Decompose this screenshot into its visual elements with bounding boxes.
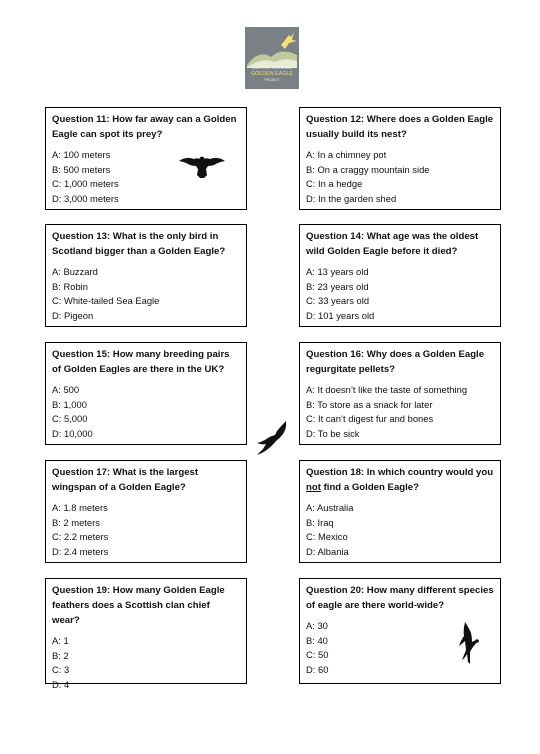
answer-d: D: Albania [306, 546, 349, 558]
answer-list [306, 148, 494, 207]
answer-d: D: 101 years old [306, 310, 375, 322]
answer-c: C: 50 [306, 649, 329, 661]
question-card-18 [299, 460, 501, 563]
question-text-end: find a Golden Eagle? [320, 482, 420, 493]
answer-c: C: In a hedge [306, 178, 363, 190]
question-card-14 [299, 224, 501, 327]
question-card-16 [299, 342, 501, 445]
question-text: Question 11: How far away can a Golden Eagle can spot its prey? [52, 114, 237, 140]
answer-list [306, 383, 494, 442]
question-card-19 [45, 578, 247, 691]
question-text: Question 16: Why does a Golden Eagle regurgitate pellets? [306, 349, 485, 375]
answer-a: A: 1 [52, 635, 69, 646]
answer-b: B: To store as a snack for later [306, 398, 433, 410]
question-text [306, 465, 494, 495]
question-text-start: Question 18: In which country would you [306, 467, 494, 478]
golden-eagle-project-logo [245, 27, 299, 89]
question-text: Question 19: How many Golden Eagle feathers does a Scottish clan chief wear? [52, 585, 225, 626]
answer-a: A: It doesn’t like the taste of something [306, 384, 468, 395]
eagle-silhouette-icon [253, 419, 291, 457]
logo-line-1: SOUTH OF SCOTLAND [251, 66, 293, 70]
eagle-silhouette-icon [178, 153, 226, 179]
answer-c: C: 5,000 [52, 413, 88, 425]
answer-b: B: 1,000 [52, 398, 87, 410]
question-card-17 [45, 460, 247, 563]
logo-line-2: GOLDEN EAGLE [250, 71, 294, 77]
answer-b: B: 40 [306, 634, 328, 646]
question-text: Question 13: What is the only bird in Scotland bigger than a Golden Eagle? [52, 231, 226, 257]
question-text: Question 20: How many different species of eagle are there world-wide? [306, 585, 494, 611]
question-text-underlined: not [306, 482, 321, 493]
answer-a: A: 100 meters [52, 149, 111, 160]
answer-a: A: Buzzard [52, 266, 98, 277]
answer-d: D: To be sick [306, 428, 360, 440]
question-text: Question 17: What is the largest wingspan of a Golden Eagle? [52, 467, 199, 493]
answer-b: B: On a craggy mountain side [306, 163, 430, 175]
answer-list [306, 501, 494, 560]
answer-d: D: In the garden shed [306, 193, 397, 205]
answer-c: C: White-tailed Sea Eagle [52, 295, 160, 307]
answer-d: D: 3,000 meters [52, 193, 119, 205]
answer-d: D: 4 [52, 679, 70, 691]
answer-list [306, 265, 494, 324]
answer-c: C: 33 years old [306, 295, 370, 307]
answer-b: B: Robin [52, 280, 88, 292]
answer-d: D: 60 [306, 664, 329, 676]
answer-d: D: 2.4 meters [52, 546, 109, 558]
answer-a: A: Australia [306, 502, 354, 513]
answer-c: C: Mexico [306, 531, 348, 543]
answer-a: A: 13 years old [306, 266, 369, 277]
answer-b: B: 500 meters [52, 163, 111, 175]
answer-d: D: 10,000 [52, 428, 93, 440]
answer-list [52, 501, 240, 560]
answer-list [52, 383, 240, 442]
answer-c: C: 2.2 meters [52, 531, 109, 543]
answer-a: A: 500 [52, 384, 80, 395]
answer-c: C: 3 [52, 664, 70, 676]
answer-a: A: 30 [306, 620, 328, 631]
answer-c: C: It can’t digest fur and bones [306, 413, 434, 425]
question-text: Question 14: What age was the oldest wild Golden Eagle before it died? [306, 231, 479, 257]
answer-a: A: 1.8 meters [52, 502, 108, 513]
question-card-13 [45, 224, 247, 327]
eagle-silhouette-icon [457, 620, 481, 666]
question-card-15 [45, 342, 247, 445]
answer-b: B: Iraq [306, 516, 334, 528]
question-text: Question 12: Where does a Golden Eagle usually build its nest? [306, 114, 494, 140]
answer-b: B: 23 years old [306, 280, 369, 292]
answer-c: C: 1,000 meters [52, 178, 119, 190]
question-card-12 [299, 107, 501, 210]
answer-a: A: In a chimney pot [306, 149, 387, 160]
logo-line-3: PROJECT [264, 78, 280, 82]
answer-list [52, 634, 240, 693]
answer-b: B: 2 [52, 649, 69, 661]
question-text: Question 15: How many breeding pairs of Golden Eagles are there in the UK? [52, 349, 230, 375]
answer-list [52, 265, 240, 324]
answer-d: D: Pigeon [52, 310, 94, 322]
answer-b: B: 2 meters [52, 516, 100, 528]
